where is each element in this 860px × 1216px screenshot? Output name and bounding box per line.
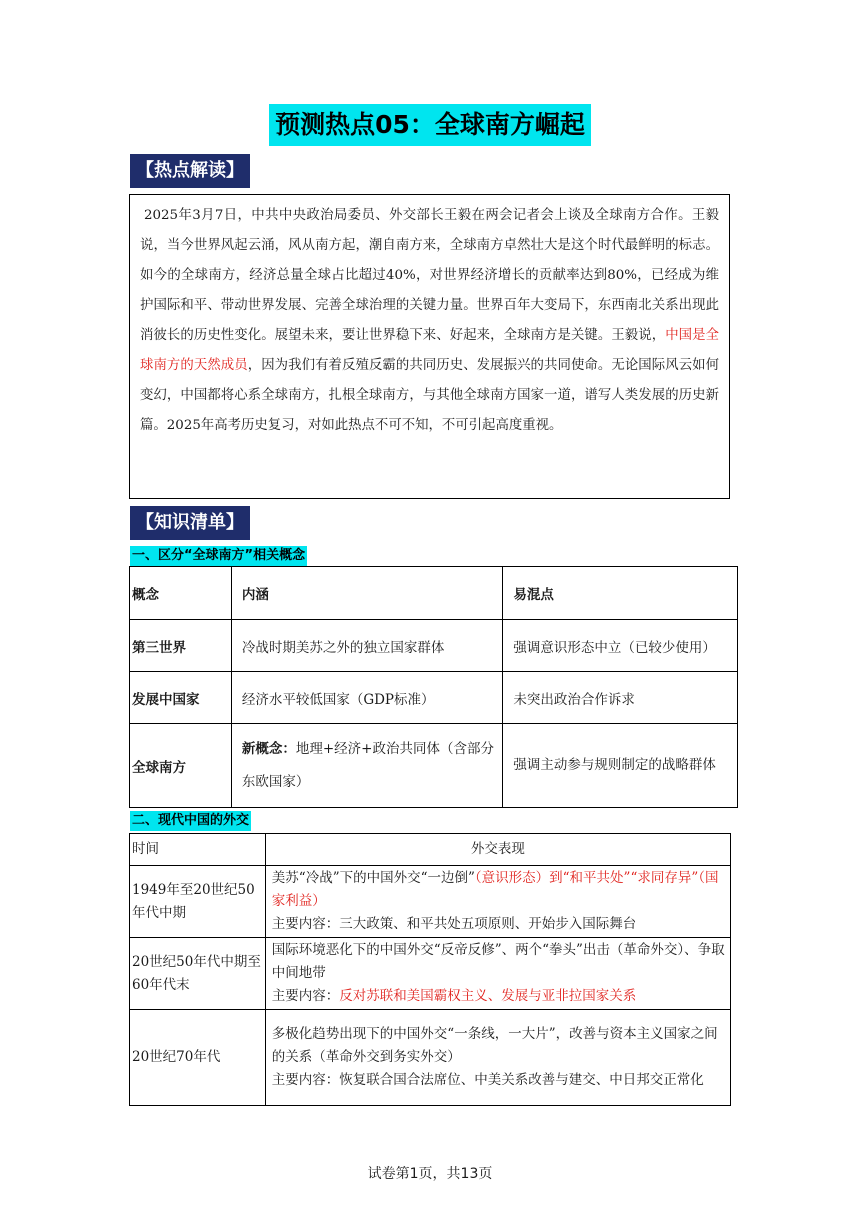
table-header-row <box>130 567 738 620</box>
performance-cell <box>265 1010 730 1106</box>
subheading-concepts: 一、区分“全球南方”相关概念 <box>130 546 307 566</box>
intro-highlight: 中国是全球南方的天然成员 <box>140 328 720 373</box>
header-concept: 概念 <box>130 567 232 620</box>
performance-highlight: （意识形态）到“和平共处”“求同存异”（国家利益） <box>271 870 719 909</box>
content-label: 主要内容： <box>271 916 340 932</box>
header-time: 时间 <box>130 834 266 866</box>
performance-cell <box>265 866 730 938</box>
time-cell: 1949年至20世纪50年代中期 <box>130 866 266 938</box>
meaning-cell: 冷战时期美苏之外的独立国家群体 <box>231 620 503 672</box>
intro-text-2: ，因为我们有着反殖反霸的共同历史、发展振兴的共同使命。无论国际风云如何变幻，中国都将心系全球南方，扎根全球南方，与其他全球南方国家一道，谱写人类发展的历史新篇。2025年高考历史复习，对如此热点不可不知，不可引起高度重视。 <box>140 358 720 433</box>
confusion-cell: 强调意识形态中立（已较少使用） <box>503 620 738 672</box>
concept-table <box>129 566 738 808</box>
performance-line <box>272 1023 728 1069</box>
concept-cell: 发展中国家 <box>130 672 232 724</box>
page-title: 预测热点05：全球南方崛起 <box>269 104 591 146</box>
meaning-cell: 经济水平较低国家（GDP标准） <box>231 672 503 724</box>
concept-cell: 全球南方 <box>130 724 232 808</box>
content-text: 三大政策、和平共处五项原则、开始步入国际舞台 <box>339 916 637 932</box>
content-text: 反对苏联和美国霸权主义、发展与亚非拉国家关系 <box>339 988 637 1004</box>
main-content-line <box>272 1069 728 1092</box>
header-performance: 外交表现 <box>265 834 730 866</box>
table-row <box>130 1010 731 1106</box>
page-footer: 试卷第1页，共13页 <box>367 1166 493 1182</box>
content-label: 主要内容： <box>271 1072 340 1088</box>
content-text: 恢复联合国合法席位、中美关系改善与建交、中日邦交正常化 <box>339 1072 704 1088</box>
diplomacy-table <box>129 833 731 1106</box>
intro-paragraph-box <box>129 194 730 499</box>
table-row <box>130 620 738 672</box>
confusion-cell: 强调主动参与规则制定的战略群体 <box>503 724 738 808</box>
table-row <box>130 938 731 1010</box>
intro-text-1: 2025年3月7日，中共中央政治局委员、外交部长王毅在两会记者会上谈及全球南方合作。王毅说，当今世界风起云涌，风从南方起，潮自南方来，全球南方卓然壮大是这个时代最鲜明的标志。如今的全球南方，经济总量全球占比超过40%，对世界经济增长的贡献率达到80%，已经成为维护国际和平、带动世界发展、完善全球治理的关键力量。世界百年大变局下，东西南北关系出现此消彼长的历史性变化。展望未来，要让世界稳下来、好起来，全球南方是关键。王毅说， <box>140 208 719 343</box>
content-label: 主要内容： <box>271 988 340 1004</box>
section-heading-knowledge: 【知识清单】 <box>130 506 250 540</box>
concept-cell: 第三世界 <box>130 620 232 672</box>
main-content-line <box>272 985 728 1008</box>
performance-text: 国际环境恶化下的中国外交“反帝反修”、两个“拳头”出击（革命外交）、争取中间地带 <box>271 942 725 981</box>
title-wrap <box>0 104 860 146</box>
performance-cell <box>265 938 730 1010</box>
confusion-cell: 未突出政治合作诉求 <box>503 672 738 724</box>
performance-text: 美苏“冷战”下的中国外交“一边倒” <box>271 870 475 886</box>
table-row <box>130 866 731 938</box>
section-heading-hotspot: 【热点解读】 <box>130 154 250 188</box>
meaning-text: 地理+经济+政治共同体（含部分东欧国家） <box>241 740 494 790</box>
time-cell: 20世纪50年代中期至60年代末 <box>130 938 266 1010</box>
performance-line <box>272 867 728 913</box>
header-confusion: 易混点 <box>503 567 738 620</box>
subheading-diplomacy: 二、现代中国的外交 <box>130 811 251 831</box>
table-row <box>130 724 738 808</box>
meaning-cell <box>231 724 503 808</box>
time-cell: 20世纪70年代 <box>130 1010 266 1106</box>
main-content-line <box>272 913 728 936</box>
meaning-prefix: 新概念： <box>241 740 296 757</box>
table-row <box>130 672 738 724</box>
table-header-row <box>130 834 731 866</box>
performance-line <box>272 939 728 985</box>
performance-text: 多极化趋势出现下的中国外交“一条线，一大片”，改善与资本主义国家之间的关系（革命外交到务实外交） <box>271 1026 718 1065</box>
header-meaning: 内涵 <box>231 567 503 620</box>
